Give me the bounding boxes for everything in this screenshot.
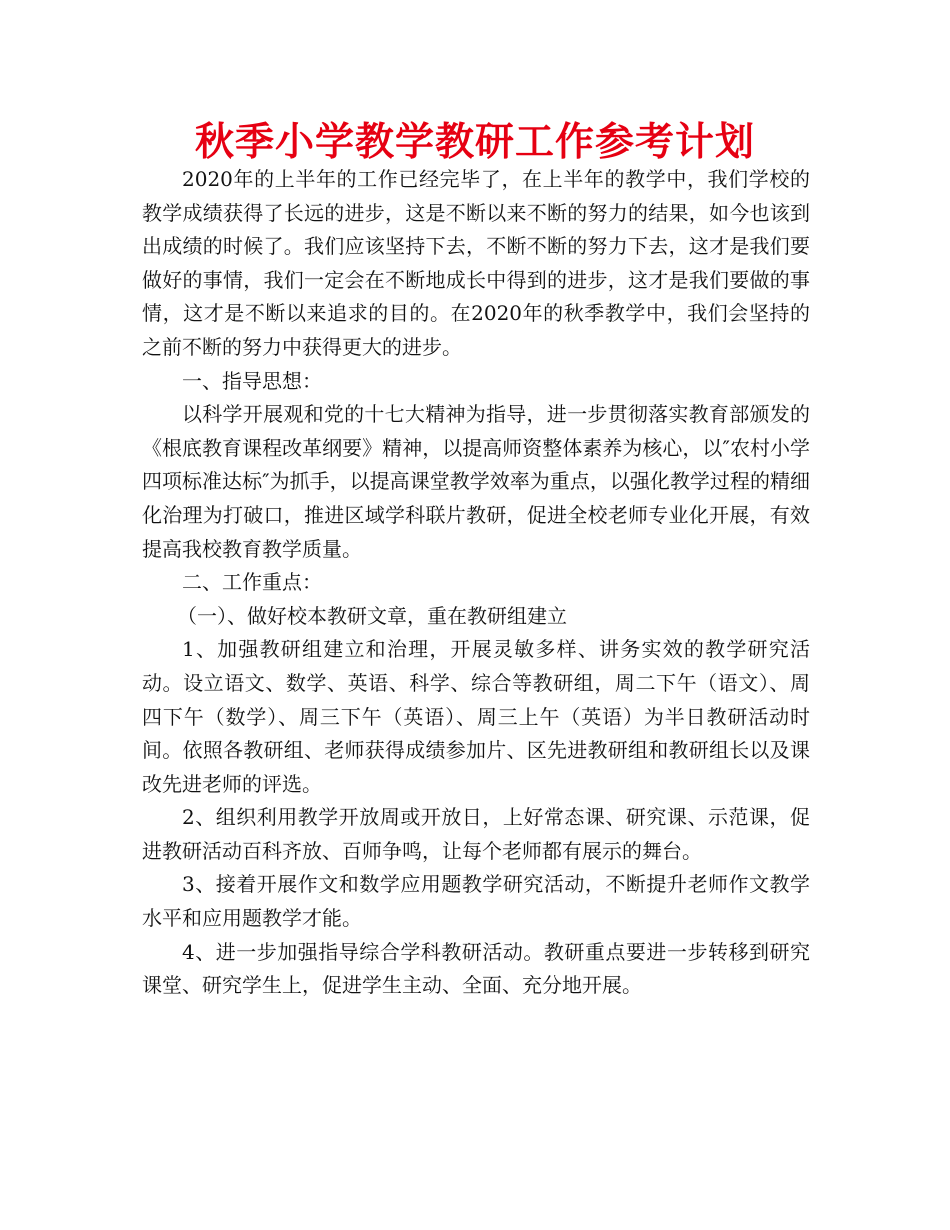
section-heading-work-focus: 二、工作重点： (182, 570, 322, 595)
list-item: 4、进一步加强指导综合学科教研活动。教研重点要进一步转移到研究课堂、研究学生上，促进学生主动、全面、充分地开展。 (142, 939, 810, 998)
list-item: 3、接着开展作文和数学应用题教学研究活动，不断提升老师作文教学水平和应用题教学才能。 (142, 872, 810, 931)
guiding-ideology-paragraph: 以科学开展观和党的十七大精神为指导，进一步贯彻落实教育部颁发的《根底教育课程改革纲要》精神，以提高师资整体素养为核心，以″农村小学四项标准达标″为抓手，以提高课堂教学效率为重点，以强化教学过程的精细化治理为打破口，推进区域学科联片教研，促进全校老师专业化开展，有效提高我校教育教学质量。 (142, 402, 810, 561)
section-heading-guiding-ideology: 一、指导思想： (182, 368, 322, 393)
document-title: 秋季小学教学教研工作参考计划 (194, 120, 755, 165)
intro-paragraph: 2020年的上半年的工作已经完毕了，在上半年的教学中，我们学校的教学成绩获得了长远的进步，这是不断以来不断的努力的结果，如今也该到出成绩的时候了。我们应该坚持下去，不断不断的努力下去，这才是我们要做好的事情，我们一定会在不断地成长中得到的进步，这才是我们要做的事情，这才是不断以来追求的目的。在2020年的秋季教学中，我们会坚持的之前不断的努力中获得更大的进步。 (142, 167, 810, 359)
list-item: 1、加强教研组建立和治理，开展灵敏多样、讲务实效的教学研究活动。设立语文、数学、英语、科学、综合等教研组，周二下午（语文）、周四下午（数学）、周三下午（英语）、周三上午（英语）为半日教研活动时间。依照各教研组、老师获得成绩参加片、区先进教研组和教研组长以及课改先进老师的评选。 (142, 637, 810, 796)
document-body (142, 163, 810, 1003)
list-item: 2、组织利用教学开放周或开放日，上好常态课、研究课、示范课，促进教研活动百科齐放、百师争鸣，让每个老师都有展示的舞台。 (142, 805, 810, 863)
subsection-heading: （一）、做好校本教研文章，重在教研组建立 (177, 603, 567, 628)
